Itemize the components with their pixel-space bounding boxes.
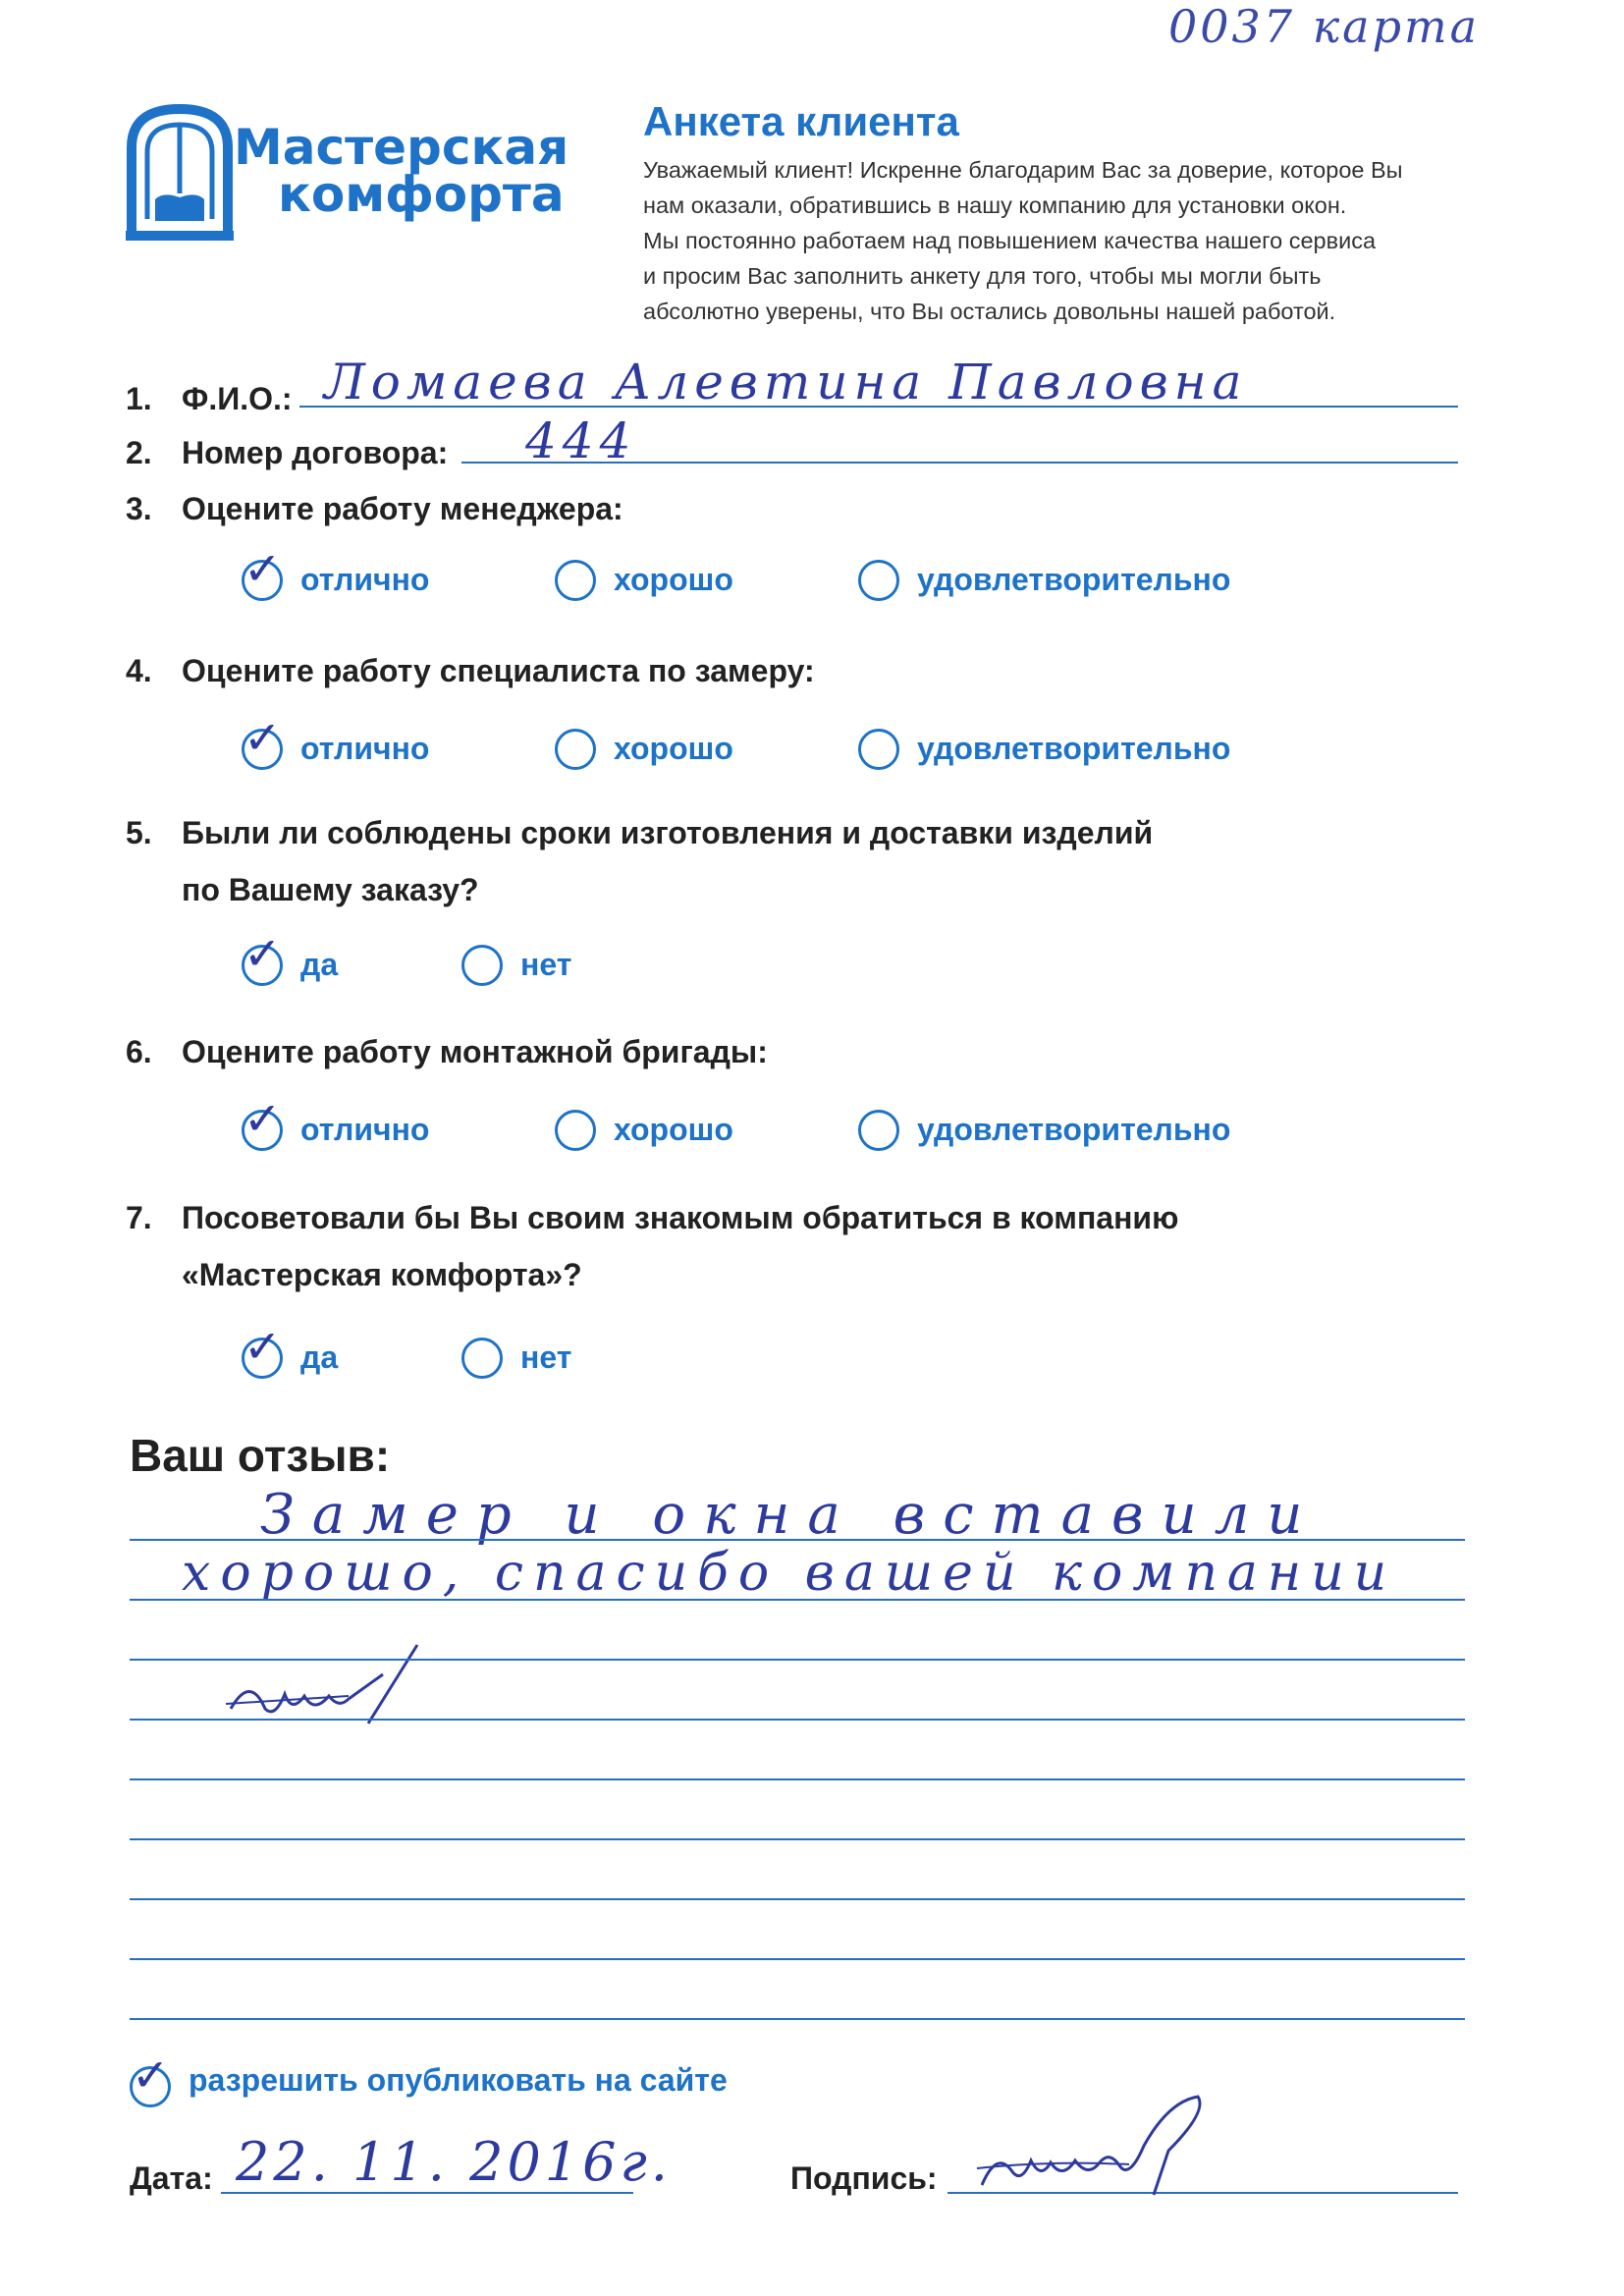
review-line <box>130 1659 1465 1661</box>
question-number: 1. <box>126 381 152 416</box>
option-label: хорошо <box>614 1112 733 1147</box>
corner-handwritten-note: 0037 карта <box>1168 0 1481 53</box>
radio-circle-icon <box>461 1338 503 1379</box>
option-label: хорошо <box>614 562 733 597</box>
check-mark-icon: ✓ <box>244 927 282 980</box>
option-label: хорошо <box>614 731 733 766</box>
intro-line: абсолютно уверены, что Вы остались довольны нашей работой. <box>643 299 1336 324</box>
contract-number-field[interactable]: 444 <box>525 412 637 469</box>
review-line <box>130 1778 1465 1780</box>
option-label: отлично <box>300 1112 430 1147</box>
logo-text-line1: Мастерская <box>234 119 569 176</box>
question-number: 5. <box>126 815 152 850</box>
review-title: Ваш отзыв: <box>130 1430 391 1481</box>
question-deadlines-line1: Были ли соблюдены сроки изготовления и доставки изделий <box>182 815 1154 850</box>
logo-text-line2: комфорта <box>278 166 565 223</box>
option-label: да <box>300 1339 339 1375</box>
review-line <box>130 1958 1465 1960</box>
check-mark-icon: ✓ <box>244 542 282 595</box>
review-line <box>130 2018 1465 2020</box>
question-recommend-line1: Посоветовали бы Вы своим знакомым обратиться в компанию <box>182 1200 1179 1235</box>
review-line <box>130 1719 1465 1721</box>
review-line <box>130 1539 1465 1541</box>
option-label: отлично <box>300 562 430 597</box>
question-number: 3. <box>126 491 152 526</box>
review-line <box>130 1599 1465 1601</box>
radio-circle-icon <box>858 560 899 601</box>
question-number: 6. <box>126 1034 152 1069</box>
review-text-line1[interactable]: Замер и окна вставили <box>260 1483 1321 1547</box>
check-mark-icon: ✓ <box>244 1320 282 1373</box>
radio-circle-icon <box>858 1110 899 1151</box>
question-number: 2. <box>126 435 152 470</box>
signature-label: Подпись: <box>790 2160 938 2196</box>
radio-circle-icon <box>858 729 899 770</box>
review-line <box>130 1898 1465 1900</box>
publish-permission-label: разрешить опубликовать на сайте <box>189 2062 728 2098</box>
contract-number-label: Номер договора: <box>182 435 449 470</box>
intro-line: Мы постоянно работаем над повышением качества нашего сервиса <box>643 228 1377 253</box>
radio-circle-icon <box>461 945 503 986</box>
option-label: удовлетворительно <box>917 562 1231 597</box>
review-signature <box>221 1635 437 1743</box>
question-manager: Оцените работу менеджера: <box>182 491 623 526</box>
option-label: нет <box>520 1339 572 1375</box>
option-label: нет <box>520 947 572 982</box>
question-deadlines-line2: по Вашему заказу? <box>182 872 479 907</box>
radio-circle-icon <box>555 560 596 601</box>
radio-circle-icon <box>555 729 596 770</box>
option-label: удовлетворительно <box>917 1112 1231 1147</box>
window-sofa-logo-icon <box>126 103 234 241</box>
client-signature[interactable] <box>972 2092 1227 2200</box>
question-number: 4. <box>126 653 152 688</box>
check-mark-icon: ✓ <box>132 2049 170 2102</box>
date-field[interactable]: 22. 11. 2016г. <box>236 2131 672 2193</box>
option-label: удовлетворительно <box>917 731 1231 766</box>
question-recommend-line2: «Мастерская комфорта»? <box>182 1257 582 1292</box>
review-text-line2[interactable]: хорошо, спасибо вашей компании <box>182 1544 1397 1603</box>
check-mark-icon: ✓ <box>244 1092 282 1145</box>
question-number: 7. <box>126 1200 152 1235</box>
date-label: Дата: <box>130 2160 213 2196</box>
option-label: да <box>300 947 339 982</box>
question-installers: Оцените работу монтажной бригады: <box>182 1034 768 1069</box>
intro-line: и просим Вас заполнить анкету для того, чтобы мы могли быть <box>643 263 1322 289</box>
review-line <box>130 1838 1465 1840</box>
intro-text <box>643 152 1488 329</box>
question-measurer: Оцените работу специалиста по замеру: <box>182 653 815 688</box>
full-name-label: Ф.И.О.: <box>182 381 293 416</box>
option-label: отлично <box>300 731 430 766</box>
intro-line: Уважаемый клиент! Искренне благодарим Вас за доверие, которое Вы <box>643 157 1403 183</box>
intro-line: нам оказали, обратившись в нашу компанию для установки окон. <box>643 192 1347 218</box>
radio-circle-icon <box>555 1110 596 1151</box>
company-logo <box>126 103 569 241</box>
check-mark-icon: ✓ <box>244 711 282 764</box>
full-name-field[interactable]: Ломаева Алевтина Павловна <box>324 354 1248 410</box>
form-title: Анкета клиента <box>643 98 959 144</box>
